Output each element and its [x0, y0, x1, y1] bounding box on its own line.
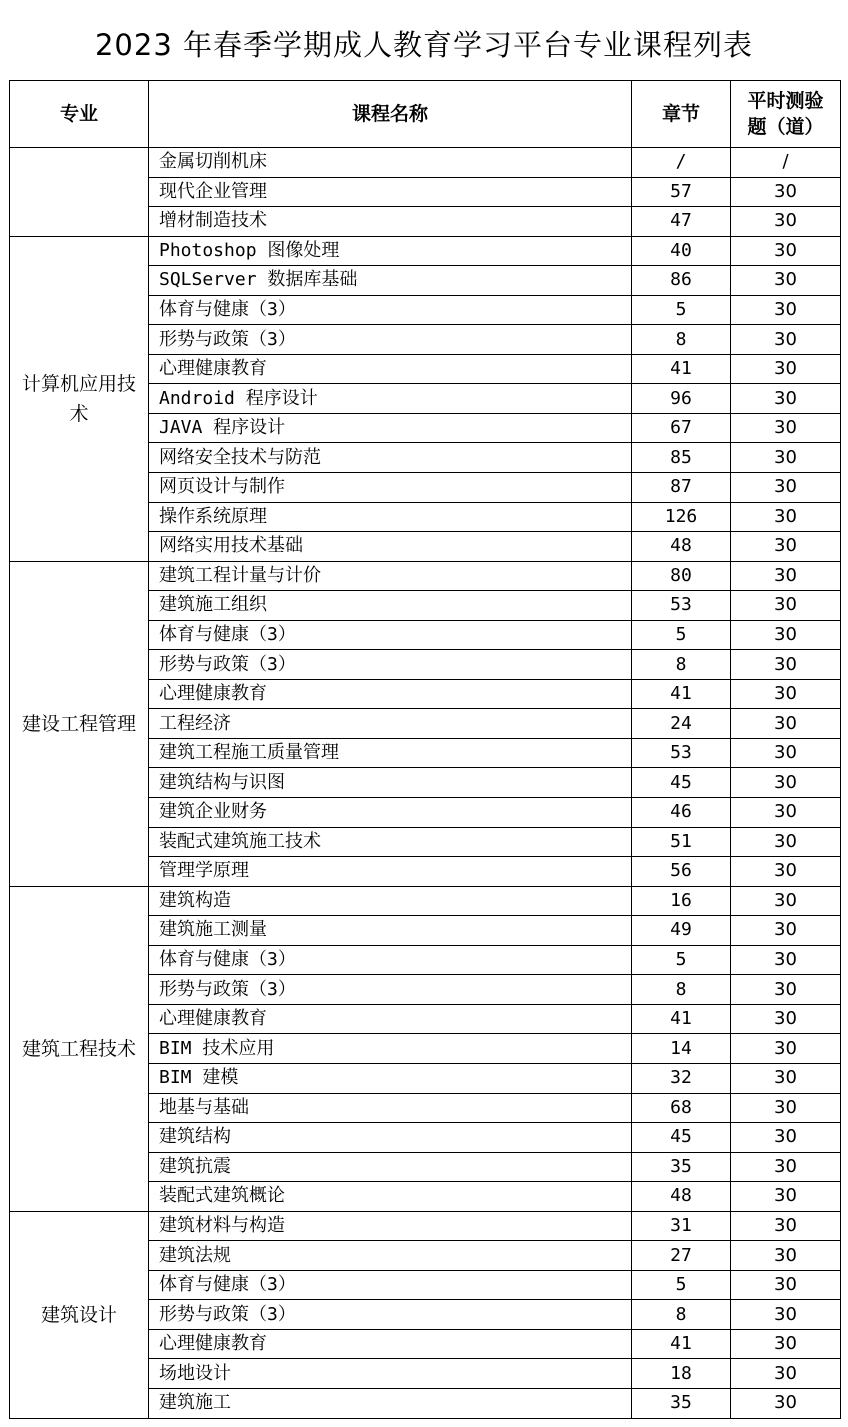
course-name-cell: 建筑企业财务	[149, 798, 632, 828]
course-name-cell: 现代企业管理	[149, 177, 632, 207]
major-cell: 建设工程管理	[10, 561, 149, 886]
chapters-cell: 8	[632, 650, 731, 680]
quiz-count-cell: 30	[731, 443, 841, 473]
table-row	[10, 561, 841, 591]
chapters-cell: 8	[632, 325, 731, 355]
course-name-cell: 形势与政策（3）	[149, 975, 632, 1005]
table-row	[10, 886, 841, 916]
quiz-count-cell: 30	[731, 620, 841, 650]
quiz-count-cell: 30	[731, 384, 841, 414]
quiz-count-cell: 30	[731, 1359, 841, 1389]
chapters-cell: 16	[632, 886, 731, 916]
course-table	[9, 80, 841, 1419]
chapters-cell: 41	[632, 1329, 731, 1359]
major-cell: 建筑工程技术	[10, 886, 149, 1211]
course-name-cell: 建筑结构	[149, 1123, 632, 1153]
chapters-cell: 86	[632, 266, 731, 296]
quiz-count-cell: 30	[731, 413, 841, 443]
quiz-count-cell: 30	[731, 532, 841, 562]
chapters-cell: 18	[632, 1359, 731, 1389]
course-name-cell: 建筑抗震	[149, 1152, 632, 1182]
header-major: 专业	[10, 81, 149, 148]
course-name-cell: 装配式建筑施工技术	[149, 827, 632, 857]
chapters-cell: 40	[632, 236, 731, 266]
course-name-cell: 建筑材料与构造	[149, 1211, 632, 1241]
quiz-count-cell: 30	[731, 266, 841, 296]
chapters-cell: 8	[632, 1300, 731, 1330]
chapters-cell: 31	[632, 1211, 731, 1241]
chapters-cell: 48	[632, 532, 731, 562]
course-name-cell: 管理学原理	[149, 857, 632, 887]
table-row	[10, 148, 841, 178]
course-name-cell: 网页设计与制作	[149, 473, 632, 503]
quiz-count-cell: 30	[731, 1034, 841, 1064]
course-name-cell: JAVA 程序设计	[149, 413, 632, 443]
chapters-cell: 96	[632, 384, 731, 414]
course-name-cell: 体育与健康（3）	[149, 295, 632, 325]
course-name-cell: 金属切削机床	[149, 148, 632, 178]
chapters-cell: /	[632, 148, 731, 178]
chapters-cell: 126	[632, 502, 731, 532]
table-row	[10, 236, 841, 266]
chapters-cell: 67	[632, 413, 731, 443]
course-name-cell: 体育与健康（3）	[149, 620, 632, 650]
course-name-cell: 建筑工程施工质量管理	[149, 738, 632, 768]
quiz-count-cell: 30	[731, 709, 841, 739]
course-name-cell: 形势与政策（3）	[149, 650, 632, 680]
chapters-cell: 57	[632, 177, 731, 207]
quiz-count-cell: 30	[731, 1063, 841, 1093]
quiz-count-cell: 30	[731, 591, 841, 621]
chapters-cell: 5	[632, 1270, 731, 1300]
chapters-cell: 5	[632, 945, 731, 975]
chapters-cell: 5	[632, 295, 731, 325]
quiz-count-cell: 30	[731, 768, 841, 798]
quiz-count-cell: 30	[731, 177, 841, 207]
major-cell: 建筑设计	[10, 1211, 149, 1418]
quiz-count-cell: 30	[731, 1211, 841, 1241]
course-name-cell: 网络实用技术基础	[149, 532, 632, 562]
chapters-cell: 85	[632, 443, 731, 473]
course-name-cell: 建筑施工	[149, 1388, 632, 1418]
course-name-cell: Photoshop 图像处理	[149, 236, 632, 266]
quiz-count-cell: 30	[731, 354, 841, 384]
quiz-count-cell: 30	[731, 1123, 841, 1153]
quiz-count-cell: 30	[731, 857, 841, 887]
quiz-count-cell: 30	[731, 1270, 841, 1300]
course-name-cell: 网络安全技术与防范	[149, 443, 632, 473]
quiz-count-cell: 30	[731, 207, 841, 237]
course-name-cell: 操作系统原理	[149, 502, 632, 532]
quiz-count-cell: 30	[731, 827, 841, 857]
quiz-count-cell: 30	[731, 1182, 841, 1212]
quiz-count-cell: 30	[731, 738, 841, 768]
major-cell: 计算机应用技术	[10, 236, 149, 561]
chapters-cell: 27	[632, 1241, 731, 1271]
chapters-cell: 68	[632, 1093, 731, 1123]
chapters-cell: 32	[632, 1063, 731, 1093]
quiz-count-cell: 30	[731, 295, 841, 325]
course-name-cell: 建筑法规	[149, 1241, 632, 1271]
page-title: 2023 年春季学期成人教育学习平台专业课程列表	[94, 28, 754, 62]
course-name-cell: 建筑结构与识图	[149, 768, 632, 798]
course-name-cell: 地基与基础	[149, 1093, 632, 1123]
chapters-cell: 8	[632, 975, 731, 1005]
quiz-count-cell: 30	[731, 561, 841, 591]
course-name-cell: 心理健康教育	[149, 1004, 632, 1034]
quiz-count-cell: 30	[731, 502, 841, 532]
quiz-count-cell: 30	[731, 1329, 841, 1359]
chapters-cell: 5	[632, 620, 731, 650]
chapters-cell: 87	[632, 473, 731, 503]
quiz-count-cell: 30	[731, 1300, 841, 1330]
chapters-cell: 80	[632, 561, 731, 591]
quiz-count-cell: 30	[731, 975, 841, 1005]
chapters-cell: 41	[632, 679, 731, 709]
course-name-cell: 工程经济	[149, 709, 632, 739]
course-name-cell: SQLServer 数据库基础	[149, 266, 632, 296]
course-name-cell: 增材制造技术	[149, 207, 632, 237]
chapters-cell: 41	[632, 1004, 731, 1034]
quiz-count-cell: 30	[731, 1152, 841, 1182]
quiz-count-cell: 30	[731, 1241, 841, 1271]
course-name-cell: 建筑构造	[149, 886, 632, 916]
header-course: 课程名称	[149, 81, 632, 148]
course-name-cell: 建筑施工组织	[149, 591, 632, 621]
course-name-cell: 体育与健康（3）	[149, 1270, 632, 1300]
course-name-cell: 建筑工程计量与计价	[149, 561, 632, 591]
chapters-cell: 47	[632, 207, 731, 237]
table-row	[10, 1211, 841, 1241]
quiz-count-cell: 30	[731, 945, 841, 975]
quiz-count-cell: 30	[731, 236, 841, 266]
chapters-cell: 53	[632, 738, 731, 768]
chapters-cell: 24	[632, 709, 731, 739]
chapters-cell: 48	[632, 1182, 731, 1212]
quiz-count-cell: 30	[731, 679, 841, 709]
chapters-cell: 56	[632, 857, 731, 887]
quiz-count-cell: 30	[731, 325, 841, 355]
quiz-count-cell: 30	[731, 1093, 841, 1123]
course-name-cell: 心理健康教育	[149, 1329, 632, 1359]
major-cell	[10, 148, 149, 237]
course-name-cell: 形势与政策（3）	[149, 325, 632, 355]
chapters-cell: 46	[632, 798, 731, 828]
quiz-count-cell: 30	[731, 1388, 841, 1418]
quiz-count-cell: 30	[731, 798, 841, 828]
course-name-cell: 心理健康教育	[149, 354, 632, 384]
chapters-cell: 51	[632, 827, 731, 857]
header-row	[10, 81, 841, 148]
course-name-cell: BIM 建模	[149, 1063, 632, 1093]
chapters-cell: 41	[632, 354, 731, 384]
course-name-cell: 装配式建筑概论	[149, 1182, 632, 1212]
table-body	[10, 148, 841, 1419]
quiz-count-cell: 30	[731, 650, 841, 680]
quiz-count-cell: 30	[731, 916, 841, 946]
quiz-count-cell: 30	[731, 1004, 841, 1034]
chapters-cell: 49	[632, 916, 731, 946]
quiz-count-cell: /	[731, 148, 841, 178]
course-name-cell: 建筑施工测量	[149, 916, 632, 946]
header-chapters: 章节	[632, 81, 731, 148]
chapters-cell: 14	[632, 1034, 731, 1064]
course-name-cell: 形势与政策（3）	[149, 1300, 632, 1330]
chapters-cell: 35	[632, 1152, 731, 1182]
course-name-cell: 场地设计	[149, 1359, 632, 1389]
chapters-cell: 45	[632, 1123, 731, 1153]
quiz-count-cell: 30	[731, 886, 841, 916]
course-name-cell: Android 程序设计	[149, 384, 632, 414]
course-name-cell: 心理健康教育	[149, 679, 632, 709]
quiz-count-cell: 30	[731, 473, 841, 503]
chapters-cell: 53	[632, 591, 731, 621]
course-name-cell: BIM 技术应用	[149, 1034, 632, 1064]
chapters-cell: 45	[632, 768, 731, 798]
header-quiz: 平时测验题（道）	[731, 81, 841, 148]
chapters-cell: 35	[632, 1388, 731, 1418]
course-name-cell: 体育与健康（3）	[149, 945, 632, 975]
